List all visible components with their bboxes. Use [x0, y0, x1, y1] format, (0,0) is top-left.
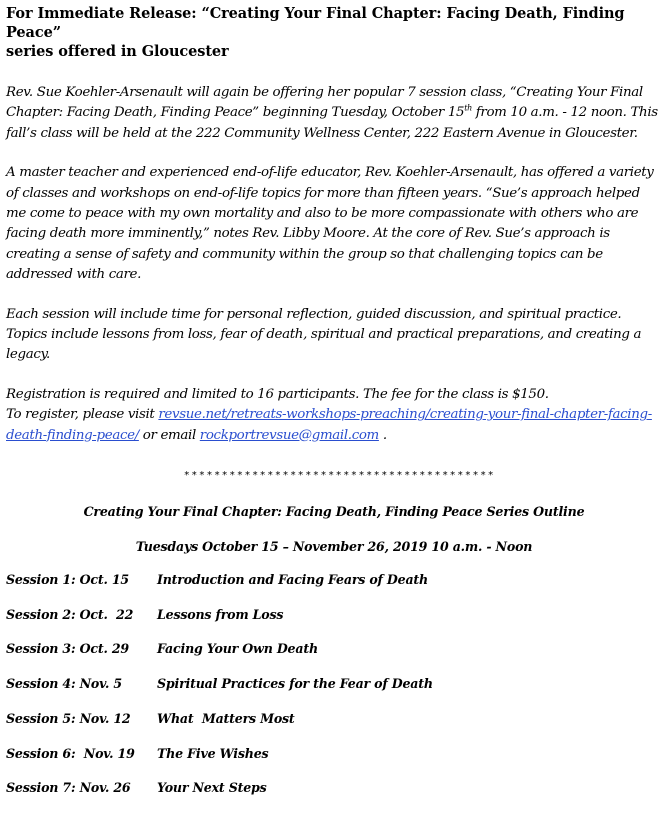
session-title: Facing Your Own Death [157, 641, 318, 657]
session-row [6, 779, 662, 797]
session-row [6, 640, 662, 658]
session-list [6, 571, 662, 797]
session-title: Introduction and Facing Fears of Death [157, 572, 428, 588]
session-title: The Five Wishes [157, 745, 269, 761]
session-label: Session 2: Oct. 22 [6, 606, 134, 622]
outline-dates: Tuesdays October 15 – November 26, 2019 10 a.m. - Noon [135, 539, 533, 555]
session-label: Session 3: Oct. 29 [6, 641, 129, 657]
registration-paragraph [6, 385, 662, 446]
ordinal-suffix: th [464, 103, 472, 113]
intro-text-start: Rev. Sue Koehler-Arsenault will again be offering her popular 7 session class, “Creating Your Final Chapter: Facing Death, Finding Peace” beginning Tuesday, October 15 [6, 85, 643, 121]
registration-line: Registration is required and limited to 16 participants. The fee for the class is $150. [6, 386, 549, 402]
session-label: Session 5: Nov. 12 [6, 710, 131, 726]
session-row [6, 710, 662, 728]
session-label: Session 4: Nov. 5 [6, 676, 122, 692]
registration-link[interactable]: revsue.net/retreats-workshops-preaching/creating-your-final-chapter-facing-death-finding-peace/ [6, 407, 652, 443]
register-prefix: To register, please visit [6, 407, 159, 423]
session-label: Session 1: Oct. 15 [6, 572, 129, 588]
session-row [6, 745, 662, 763]
session-title: Your Next Steps [157, 780, 267, 796]
session-title: What Matters Most [157, 710, 295, 726]
session-label: Session 6: Nov. 19 [6, 745, 135, 761]
session-title: Spiritual Practices for the Fear of Death [157, 676, 433, 692]
session-row [6, 606, 662, 624]
session-label: Session 7: Nov. 26 [6, 780, 131, 796]
session-row [6, 571, 662, 589]
intro-text-end: from 10 a.m. - 12 noon. This fall’s class will be held at the 222 Community Wellness Center, 222 Eastern Avenue in Gloucester. [6, 105, 658, 141]
teacher-paragraph: A master teacher and experienced end-of-life educator, Rev. Koehler-Arsenault, has offered a variety of classes and workshops on end-of-life topics for more than fifteen years. “Sue’s approach helped me come to peace with my own mortality and also to be more compassionate with others who are facing death more imminently,” notes Rev. Libby Moore. At the core of Rev. Sue’s approach is creating a sense of safety and community within the group so that challenging topics can be addressed with care. [6, 165, 654, 283]
press-release-document [6, 0, 662, 814]
intro-paragraph [6, 83, 662, 144]
outline-title: Creating Your Final Chapter: Facing Death, Finding Peace Series Outline [83, 504, 585, 520]
asterisk-separator: ***************************************** [184, 470, 496, 482]
session-title: Lessons from Loss [157, 606, 284, 622]
session-content-paragraph: Each session will include time for personal reflection, guided discussion, and spiritual practice. Topics include lessons from loss, fear of death, spiritual and practical preparations, and creating a legacy. [6, 306, 642, 363]
session-row [6, 675, 662, 693]
email-link[interactable]: rockportrevsue@gmail.com [199, 427, 379, 443]
headline [6, 4, 662, 61]
sentence-end: . [378, 427, 387, 443]
headline-line-2: series offered in Gloucester [6, 43, 229, 60]
headline-line-1: For Immediate Release: “Creating Your Final Chapter: Facing Death, Finding Peace” [6, 5, 625, 41]
email-prefix: or email [138, 427, 200, 443]
